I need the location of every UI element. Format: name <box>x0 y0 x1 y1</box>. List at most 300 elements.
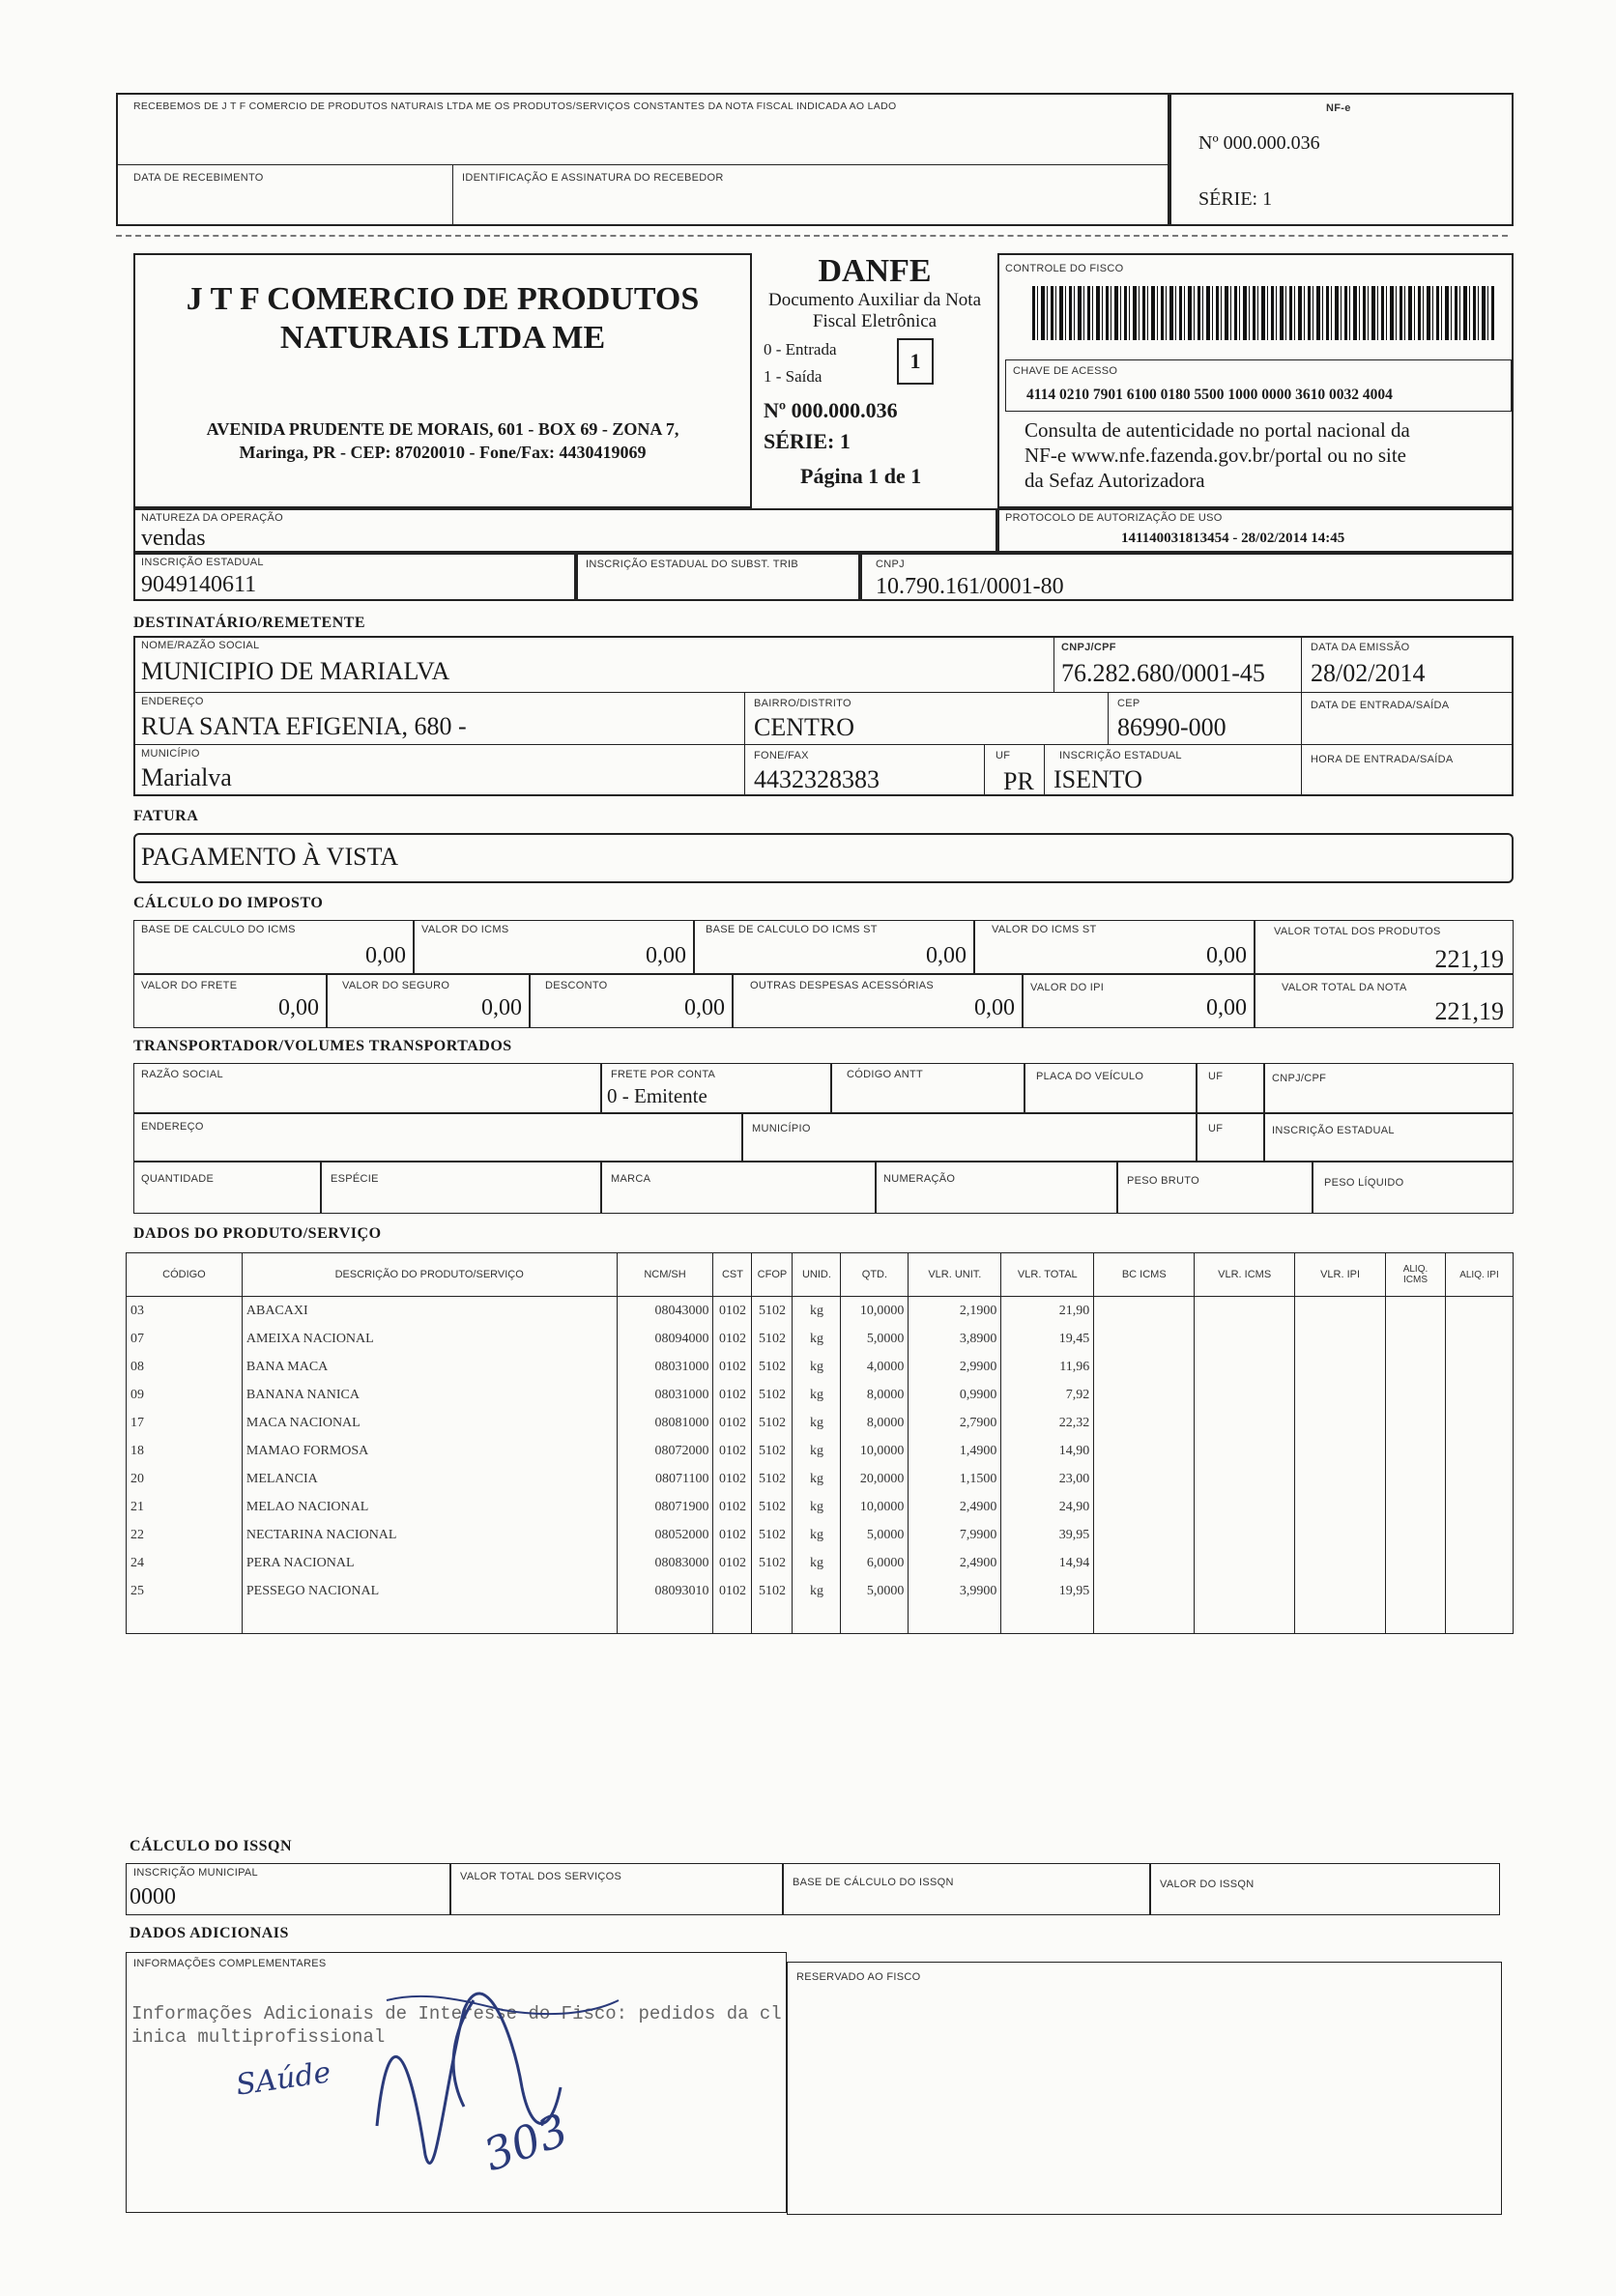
recipient-section-title: DESTINATÁRIO/REMETENTE <box>133 615 366 631</box>
cell-empty <box>1386 1381 1446 1409</box>
icms-base-label: BASE DE CALCULO DO ICMS <box>141 924 296 935</box>
tax-section-title: CÁLCULO DO IMPOSTO <box>133 895 324 911</box>
cell-unit: kg <box>793 1437 841 1465</box>
cell-empty <box>1195 1521 1295 1549</box>
cell-empty <box>1386 1325 1446 1353</box>
col-ncm: NCM/SH <box>617 1253 713 1297</box>
cell-qty: 10,0000 <box>841 1493 909 1521</box>
cell-cfop: 5102 <box>752 1465 793 1493</box>
cell-empty <box>1386 1465 1446 1493</box>
complementary-info-line2: inica multiprofissional <box>131 2026 386 2048</box>
recipient-cnpj: 76.282.680/0001-45 <box>1061 659 1265 687</box>
cell-total: 19,95 <box>1001 1577 1094 1605</box>
issuer-name-line2: NATURAIS LTDA ME <box>279 320 606 356</box>
carrier-address-label: ENDEREÇO <box>141 1121 204 1133</box>
payment-terms: PAGAMENTO À VISTA <box>141 843 399 871</box>
gross-weight-box <box>1117 1162 1313 1214</box>
cell-empty <box>1445 1297 1513 1326</box>
insurance: 0,00 <box>481 995 522 1020</box>
carrier-uf-label: UF <box>1208 1071 1224 1082</box>
cell-empty <box>1295 1493 1386 1521</box>
cell-empty <box>1195 1325 1295 1353</box>
cell-empty <box>1295 1409 1386 1437</box>
cell-ncm: 08081000 <box>617 1409 713 1437</box>
recipient-address: RUA SANTA EFIGENIA, 680 - <box>141 712 467 740</box>
cell-empty <box>1295 1353 1386 1381</box>
volume-species-box <box>321 1162 601 1214</box>
cell-unit: kg <box>793 1493 841 1521</box>
cell-empty <box>1445 1325 1513 1353</box>
cell-qty: 8,0000 <box>841 1381 909 1409</box>
cell-description: PESSEGO NACIONAL <box>242 1577 617 1605</box>
cell-empty <box>1094 1297 1195 1326</box>
discount: 0,00 <box>684 995 725 1020</box>
cell-cfop: 5102 <box>752 1437 793 1465</box>
cell-empty <box>1195 1493 1295 1521</box>
col-aliq-ipi: ALIQ. IPI <box>1445 1253 1513 1297</box>
col-aliq-icms: ALIQ. ICMS <box>1386 1253 1446 1297</box>
cell-qty: 6,0000 <box>841 1549 909 1577</box>
authorization-protocol-label: PROTOCOLO DE AUTORIZAÇÃO DE USO <box>1005 512 1223 524</box>
antt-code-label: CÓDIGO ANTT <box>847 1069 924 1080</box>
stub-nfe-label: NF-e <box>1326 102 1351 114</box>
cell-code: 09 <box>127 1381 243 1409</box>
cell-empty <box>1386 1437 1446 1465</box>
recipient-row-line-2 <box>133 744 1514 745</box>
cell-empty <box>1445 1381 1513 1409</box>
cell-cfop: 5102 <box>752 1409 793 1437</box>
freight: 0,00 <box>278 995 319 1020</box>
cell-empty <box>1295 1521 1386 1549</box>
cell-ncm: 08043000 <box>617 1297 713 1326</box>
other-expenses: 0,00 <box>974 995 1015 1020</box>
cell-unit: kg <box>793 1549 841 1577</box>
recipient-city-label: MUNICÍPIO <box>141 748 200 760</box>
cell-empty <box>1445 1465 1513 1493</box>
cell-empty <box>1094 1465 1195 1493</box>
col-icms: VLR. ICMS <box>1195 1253 1295 1297</box>
cell-cfop: 5102 <box>752 1297 793 1326</box>
complementary-info-label: INFORMAÇÕES COMPLEMENTARES <box>133 1958 327 1969</box>
cell-cst: 0102 <box>713 1493 752 1521</box>
st-registration-label: INSCRIÇÃO ESTADUAL DO SUBST. TRIB <box>586 559 798 570</box>
products-table-filler <box>127 1605 1514 1634</box>
cell-empty <box>1295 1465 1386 1493</box>
receiver-signature-label: IDENTIFICAÇÃO E ASSINATURA DO RECEBEDOR <box>462 172 724 184</box>
recipient-divider <box>1108 692 1109 744</box>
receipt-date-label: DATA DE RECEBIMENTO <box>133 172 264 184</box>
cell-empty <box>1386 1409 1446 1437</box>
cell-total: 22,32 <box>1001 1409 1094 1437</box>
cell-cfop: 5102 <box>752 1381 793 1409</box>
recipient-ie: ISENTO <box>1053 765 1142 793</box>
cell-unit-price: 2,7900 <box>909 1409 1001 1437</box>
cell-empty <box>1445 1577 1513 1605</box>
cell-description: BANANA NANICA <box>242 1381 617 1409</box>
icms-st-base-label: BASE DE CALCULO DO ICMS ST <box>706 924 878 935</box>
cell-description: MELAO NACIONAL <box>242 1493 617 1521</box>
col-description: DESCRIÇÃO DO PRODUTO/SERVIÇO <box>242 1253 617 1297</box>
authorization-protocol: 141140031813454 - 28/02/2014 14:45 <box>1121 531 1345 546</box>
other-expenses-label: OUTRAS DESPESAS ACESSÓRIAS <box>750 980 934 991</box>
recipient-divider <box>1053 636 1054 692</box>
ipi-value: 0,00 <box>1206 995 1247 1020</box>
cell-empty <box>1386 1577 1446 1605</box>
receipt-statement: RECEBEMOS DE J T F COMERCIO DE PRODUTOS NATURAIS LTDA ME OS PRODUTOS/SERVIÇOS CONSTANTES DA NOTA FISCAL INDICADA AO LADO <box>133 100 897 112</box>
recipient-cep-label: CEP <box>1117 698 1140 709</box>
stub-invoice-series: SÉRIE: 1 <box>1198 188 1273 210</box>
cell-empty <box>1094 1325 1195 1353</box>
carrier-uf-box <box>1197 1063 1264 1113</box>
recipient-cnpj-label: CNPJ/CPF <box>1061 642 1116 653</box>
issqn-base-box <box>783 1863 1150 1915</box>
entry-exit-date-label: DATA DE ENTRADA/SAÍDA <box>1311 700 1450 711</box>
cell-total: 14,94 <box>1001 1549 1094 1577</box>
vehicle-plate-label: PLACA DO VEÍCULO <box>1036 1071 1144 1082</box>
col-cfop: CFOP <box>752 1253 793 1297</box>
cell-code: 07 <box>127 1325 243 1353</box>
cell-cfop: 5102 <box>752 1353 793 1381</box>
danfe-block <box>752 253 997 508</box>
recipient-district-label: BAIRRO/DISTRITO <box>754 698 851 709</box>
cell-unit: kg <box>793 1297 841 1326</box>
cell-code: 03 <box>127 1297 243 1326</box>
cell-code: 20 <box>127 1465 243 1493</box>
issuer-address-line2: Maringa, PR - CEP: 87020010 - Fone/Fax: 4430419069 <box>239 443 647 462</box>
cell-qty: 8,0000 <box>841 1409 909 1437</box>
net-weight-label: PESO LÍQUIDO <box>1324 1177 1404 1189</box>
cell-empty <box>1295 1381 1386 1409</box>
carrier-cnpj-box <box>1264 1063 1514 1113</box>
carrier-uf2-label: UF <box>1208 1123 1224 1134</box>
products-header-row <box>127 1253 1514 1297</box>
carrier-address-box <box>133 1113 742 1162</box>
table-row <box>127 1493 1514 1521</box>
cell-unit: kg <box>793 1409 841 1437</box>
table-row <box>127 1437 1514 1465</box>
danfe-title: DANFE <box>818 253 932 289</box>
cut-line <box>116 235 1508 237</box>
cell-qty: 5,0000 <box>841 1325 909 1353</box>
cell-empty <box>1295 1577 1386 1605</box>
products-total: 221,19 <box>1434 945 1504 973</box>
cell-unit-price: 2,1900 <box>909 1297 1001 1326</box>
icms-st-base: 0,00 <box>926 943 967 968</box>
recipient-phone: 4432328383 <box>754 765 880 793</box>
cell-unit: kg <box>793 1521 841 1549</box>
cell-empty <box>1195 1381 1295 1409</box>
receipt-stub <box>116 93 1169 226</box>
stub-invoice-number: Nº 000.000.036 <box>1198 132 1320 154</box>
municipal-registration-label: INSCRIÇÃO MUNICIPAL <box>133 1867 258 1879</box>
cell-unit-price: 2,4900 <box>909 1549 1001 1577</box>
cell-unit: kg <box>793 1577 841 1605</box>
cell-empty <box>1295 1549 1386 1577</box>
reserved-fisco-box <box>787 1962 1502 2215</box>
cell-empty <box>1094 1521 1195 1549</box>
cell-empty <box>1386 1297 1446 1326</box>
municipal-registration: 0000 <box>130 1884 176 1909</box>
icms-value: 0,00 <box>646 943 686 968</box>
recipient-phone-label: FONE/FAX <box>754 750 809 761</box>
cell-empty <box>1094 1577 1195 1605</box>
handwritten-number: 303 <box>476 2103 575 2182</box>
cell-empty <box>1195 1437 1295 1465</box>
cell-total: 11,96 <box>1001 1353 1094 1381</box>
table-row <box>127 1521 1514 1549</box>
cell-empty <box>1386 1521 1446 1549</box>
danfe-page: Página 1 de 1 <box>800 464 922 488</box>
icms-value-label: VALOR DO ICMS <box>421 924 509 935</box>
volume-species-label: ESPÉCIE <box>331 1173 379 1185</box>
state-registration: 9049140611 <box>141 572 257 597</box>
col-ipi: VLR. IPI <box>1295 1253 1386 1297</box>
cell-empty <box>1295 1297 1386 1326</box>
table-row <box>127 1549 1514 1577</box>
volume-brand-box <box>601 1162 876 1214</box>
cell-empty <box>1195 1465 1295 1493</box>
cell-empty <box>1094 1409 1195 1437</box>
cell-empty <box>1195 1409 1295 1437</box>
cell-code: 24 <box>127 1549 243 1577</box>
complementary-info-line1: Informações Adicionais de Interesse do Fisco: pedidos da cl <box>131 2003 782 2024</box>
products-total-label: VALOR TOTAL DOS PRODUTOS <box>1274 926 1441 937</box>
table-row <box>127 1465 1514 1493</box>
recipient-name-label: NOME/RAZÃO SOCIAL <box>141 640 260 651</box>
recipient-divider <box>1301 636 1302 796</box>
cell-code: 17 <box>127 1409 243 1437</box>
cell-empty <box>1094 1493 1195 1521</box>
cell-qty: 10,0000 <box>841 1437 909 1465</box>
cell-unit-price: 1,1500 <box>909 1465 1001 1493</box>
products-table-body <box>127 1297 1514 1606</box>
col-unit-price: VLR. UNIT. <box>909 1253 1001 1297</box>
cell-qty: 10,0000 <box>841 1297 909 1326</box>
cell-cfop: 5102 <box>752 1577 793 1605</box>
recipient-name: MUNICIPIO DE MARIALVA <box>141 657 450 685</box>
cell-ncm: 08083000 <box>617 1549 713 1577</box>
cell-cst: 0102 <box>713 1549 752 1577</box>
access-key-label: CHAVE DE ACESSO <box>1013 365 1118 377</box>
cell-ncm: 08093010 <box>617 1577 713 1605</box>
tax-control-label: CONTROLE DO FISCO <box>1005 263 1124 274</box>
volume-quantity-box <box>133 1162 321 1214</box>
cell-unit-price: 3,8900 <box>909 1325 1001 1353</box>
icms-base: 0,00 <box>365 943 406 968</box>
issqn-section-title: CÁLCULO DO ISSQN <box>130 1838 293 1854</box>
table-row <box>127 1381 1514 1409</box>
cell-empty <box>1445 1549 1513 1577</box>
recipient-divider <box>744 692 745 796</box>
carrier-city-box <box>742 1113 1197 1162</box>
cell-total: 14,90 <box>1001 1437 1094 1465</box>
cell-code: 21 <box>127 1493 243 1521</box>
col-cst: CST <box>713 1253 752 1297</box>
freight-payer: 0 - Emitente <box>607 1084 707 1107</box>
authenticity-note-line2: NF-e www.nfe.fazenda.gov.br/portal ou no site <box>1024 444 1406 467</box>
cell-ncm: 08094000 <box>617 1325 713 1353</box>
cell-ncm: 08072000 <box>617 1437 713 1465</box>
cell-total: 24,90 <box>1001 1493 1094 1521</box>
cell-code: 25 <box>127 1577 243 1605</box>
recipient-divider <box>984 744 985 796</box>
recipient-uf: PR <box>1003 767 1034 795</box>
cell-unit: kg <box>793 1325 841 1353</box>
recipient-city: Marialva <box>141 763 232 791</box>
exit-option: 1 - Saída <box>764 367 822 386</box>
authenticity-note-line3: da Sefaz Autorizadora <box>1024 469 1205 492</box>
cell-empty <box>1445 1437 1513 1465</box>
col-bc-icms: BC ICMS <box>1094 1253 1195 1297</box>
col-qty: QTD. <box>841 1253 909 1297</box>
cell-empty <box>1445 1521 1513 1549</box>
volume-numbering-box <box>876 1162 1117 1214</box>
freight-payer-label: FRETE POR CONTA <box>611 1069 716 1080</box>
col-code: CÓDIGO <box>127 1253 243 1297</box>
cell-cst: 0102 <box>713 1325 752 1353</box>
cell-empty <box>1445 1493 1513 1521</box>
reserved-fisco-label: RESERVADO AO FISCO <box>796 1971 921 1983</box>
cell-unit: kg <box>793 1381 841 1409</box>
table-row <box>127 1409 1514 1437</box>
freight-label: VALOR DO FRETE <box>141 980 238 991</box>
cell-description: MELANCIA <box>242 1465 617 1493</box>
cell-total: 39,95 <box>1001 1521 1094 1549</box>
issue-date-label: DATA DA EMISSÃO <box>1311 642 1410 653</box>
danfe-subtitle-2: Fiscal Eletrônica <box>812 311 938 331</box>
issuer-address <box>133 417 752 464</box>
cell-empty <box>1386 1353 1446 1381</box>
carrier-uf2-box <box>1197 1113 1264 1162</box>
services-total-label: VALOR TOTAL DOS SERVIÇOS <box>460 1871 622 1882</box>
issqn-value-label: VALOR DO ISSQN <box>1160 1879 1255 1890</box>
cell-description: NECTARINA NACIONAL <box>242 1521 617 1549</box>
recipient-divider <box>1044 744 1045 796</box>
entry-option: 0 - Entrada <box>764 340 837 359</box>
state-registration-label: INSCRIÇÃO ESTADUAL <box>141 557 264 568</box>
products-section-title: DADOS DO PRODUTO/SERVIÇO <box>133 1225 382 1242</box>
issue-date: 28/02/2014 <box>1311 659 1426 687</box>
cell-ncm: 08052000 <box>617 1521 713 1549</box>
gross-weight-label: PESO BRUTO <box>1127 1175 1199 1187</box>
col-unit: UNID. <box>793 1253 841 1297</box>
cell-description: AMEIXA NACIONAL <box>242 1325 617 1353</box>
cell-unit-price: 3,9900 <box>909 1577 1001 1605</box>
entry-exit-time-label: HORA DE ENTRADA/SAÍDA <box>1311 754 1454 765</box>
cell-cst: 0102 <box>713 1465 752 1493</box>
cell-unit: kg <box>793 1353 841 1381</box>
access-key-value: 4114 0210 7901 6100 0180 5500 1000 0000 3610 0032 4004 <box>1026 387 1393 403</box>
cell-unit-price: 0,9900 <box>909 1381 1001 1409</box>
cell-cfop: 5102 <box>752 1549 793 1577</box>
icms-st-value: 0,00 <box>1206 943 1247 968</box>
cell-qty: 20,0000 <box>841 1465 909 1493</box>
cell-code: 08 <box>127 1353 243 1381</box>
carrier-ie-label: INSCRIÇÃO ESTADUAL <box>1272 1125 1395 1136</box>
authenticity-note <box>1024 417 1410 493</box>
danfe-subtitle-1: Documento Auxiliar da Nota <box>767 290 982 310</box>
cell-empty <box>1295 1437 1386 1465</box>
insurance-label: VALOR DO SEGURO <box>342 980 450 991</box>
table-row <box>127 1353 1514 1381</box>
cell-description: PERA NACIONAL <box>242 1549 617 1577</box>
cell-ncm: 08031000 <box>617 1353 713 1381</box>
cell-empty <box>1195 1353 1295 1381</box>
signature-scribble <box>367 1971 638 2194</box>
recipient-ie-label: INSCRIÇÃO ESTADUAL <box>1059 750 1182 761</box>
recipient-cep: 86990-000 <box>1117 713 1226 741</box>
recipient-row-line-1 <box>133 692 1514 693</box>
receipt-stub-divider-h <box>116 164 1169 165</box>
cell-ncm: 08071900 <box>617 1493 713 1521</box>
cell-description: ABACAXI <box>242 1297 617 1326</box>
issuer-cnpj: 10.790.161/0001-80 <box>876 574 1064 599</box>
cell-empty <box>1094 1353 1195 1381</box>
recipient-district: CENTRO <box>754 713 854 741</box>
carrier-cnpj-label: CNPJ/CPF <box>1272 1073 1327 1084</box>
cell-unit-price: 2,9900 <box>909 1353 1001 1381</box>
cell-total: 7,92 <box>1001 1381 1094 1409</box>
volume-brand-label: MARCA <box>611 1173 651 1185</box>
table-row <box>127 1325 1514 1353</box>
cell-empty <box>1445 1353 1513 1381</box>
col-total: VLR. TOTAL <box>1001 1253 1094 1297</box>
cell-unit-price: 1,4900 <box>909 1437 1001 1465</box>
cell-cst: 0102 <box>713 1577 752 1605</box>
cell-qty: 4,0000 <box>841 1353 909 1381</box>
operation-type-box: 1 <box>897 338 934 385</box>
cell-cst: 0102 <box>713 1381 752 1409</box>
cell-empty <box>1094 1549 1195 1577</box>
cell-cfop: 5102 <box>752 1493 793 1521</box>
receipt-stub-divider-v <box>452 164 453 226</box>
cell-code: 18 <box>127 1437 243 1465</box>
cell-cst: 0102 <box>713 1437 752 1465</box>
cell-description: MACA NACIONAL <box>242 1409 617 1437</box>
cell-cst: 0102 <box>713 1409 752 1437</box>
cell-empty <box>1094 1437 1195 1465</box>
invoice-section-title: FATURA <box>133 808 199 824</box>
recipient-address-label: ENDEREÇO <box>141 696 204 707</box>
cell-empty <box>1195 1577 1295 1605</box>
volume-quantity-label: QUANTIDADE <box>141 1173 215 1185</box>
table-row <box>127 1297 1514 1326</box>
issuer-cnpj-label: CNPJ <box>876 559 905 570</box>
cell-empty <box>1094 1381 1195 1409</box>
issuer-name-line1: J T F COMERCIO DE PRODUTOS <box>186 281 700 317</box>
cell-empty <box>1195 1549 1295 1577</box>
cell-empty <box>1386 1549 1446 1577</box>
cell-cfop: 5102 <box>752 1521 793 1549</box>
cell-unit-price: 7,9900 <box>909 1521 1001 1549</box>
carrier-name-label: RAZÃO SOCIAL <box>141 1069 223 1080</box>
cell-total: 21,90 <box>1001 1297 1094 1326</box>
cell-description: MAMAO FORMOSA <box>242 1437 617 1465</box>
cell-cfop: 5102 <box>752 1325 793 1353</box>
cell-empty <box>1445 1409 1513 1437</box>
cell-empty <box>1386 1493 1446 1521</box>
issuer-address-line1: AVENIDA PRUDENTE DE MORAIS, 601 - BOX 69 - ZONA 7, <box>206 419 679 439</box>
additional-section-title: DADOS ADICIONAIS <box>130 1925 289 1941</box>
recipient-uf-label: UF <box>996 750 1011 761</box>
danfe-series: SÉRIE: 1 <box>764 429 851 453</box>
cell-total: 23,00 <box>1001 1465 1094 1493</box>
cell-unit: kg <box>793 1465 841 1493</box>
ipi-value-label: VALOR DO IPI <box>1030 982 1105 993</box>
issuer-name <box>133 280 752 358</box>
cell-empty <box>1295 1325 1386 1353</box>
issqn-base-label: BASE DE CÁLCULO DO ISSQN <box>793 1877 954 1888</box>
